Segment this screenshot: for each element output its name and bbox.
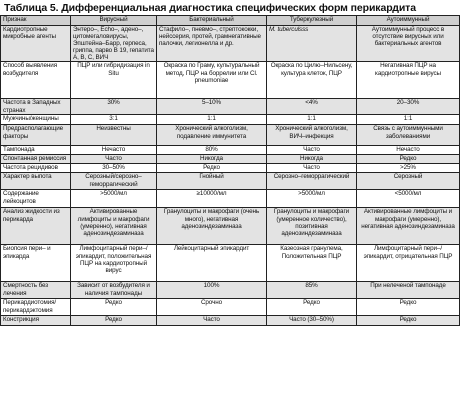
- table-row: [1, 146, 460, 155]
- value-cell: >5000/мл: [267, 190, 357, 208]
- table-row: [1, 99, 460, 115]
- value-cell: 3:1: [71, 115, 157, 125]
- value-cell: Казеозная гранулема, Положительная ПЦР: [267, 245, 357, 282]
- value-cell: 1:1: [157, 115, 267, 125]
- value-cell: Хронический алкоголизм, подавление иммунитета: [157, 125, 267, 146]
- header-row: [1, 16, 460, 26]
- value-cell: <5000/мл: [357, 190, 460, 208]
- table-row: [1, 125, 460, 146]
- value-cell: 1:1: [357, 115, 460, 125]
- value-cell: Часто: [267, 146, 357, 155]
- value-cell: Гранулоциты и макрофаги (умеренное количество), позитивная аденозиндезаминаза: [267, 208, 357, 245]
- column-header: Признак: [1, 16, 71, 26]
- sign-cell: Кардиотропные микробные агенты: [1, 26, 71, 62]
- value-cell: Активированные лимфоциты и макрофаги (умеренно), негативная аденозиндезаминаза: [71, 208, 157, 245]
- value-cell: Часто: [71, 155, 157, 164]
- value-cell: Нечасто: [357, 146, 460, 155]
- value-cell: Окраска по Граму, культуральный метод, ПЦР на боррелии или Cl. pneumoniae: [157, 62, 267, 99]
- value-cell: 100%: [157, 282, 267, 299]
- value-cell: Лимфоцитарный пери–/эпикардит, отрицательная ПЦР: [357, 245, 460, 282]
- value-cell: Стафило–, пневмо–, стрептококки, нейссерия, протей, грамнегативные палочки, легионелла и др.: [157, 26, 267, 62]
- column-header: Аутоиммунный: [357, 16, 460, 26]
- table-row: [1, 208, 460, 245]
- value-cell: Серозный/серозно–геморрагический: [71, 173, 157, 190]
- table-title: Таблица 5. Дифференциальная диагностика специфических форм перикардита: [4, 2, 416, 14]
- table-row: [1, 299, 460, 316]
- value-cell: 80%: [157, 146, 267, 155]
- value-cell: Редко: [357, 316, 460, 326]
- value-cell: Энтеро–, Есhо–, адено–, цитомегаловирусы, Эпштейна–Барр, герпеса, гриппа, парво В 19, гепатита А, В, С, ВИЧ: [71, 26, 157, 62]
- value-cell: <4%: [267, 99, 357, 115]
- column-header: Бактериальный: [157, 16, 267, 26]
- sign-cell: Предрасполагающие факторы: [1, 125, 71, 146]
- value-cell: 30%: [71, 99, 157, 115]
- value-cell: Окраска по Цилю–Нильсену, культура клеток, ПЦР: [267, 62, 357, 99]
- value-cell: Серозно–геморрагический: [267, 173, 357, 190]
- value-cell: Редко: [267, 299, 357, 316]
- value-cell: ≥10000/мл: [157, 190, 267, 208]
- sign-cell: Констрикция: [1, 316, 71, 326]
- sign-cell: Смертность без лечения: [1, 282, 71, 299]
- value-cell: 30–50%: [71, 164, 157, 173]
- column-header: Вирусный: [71, 16, 157, 26]
- value-cell: Гранулоциты и макрофаги (очень много), негативная аденозиндезаминаза: [157, 208, 267, 245]
- value-cell: Неизвестны: [71, 125, 157, 146]
- value-cell: 20–30%: [357, 99, 460, 115]
- value-cell: Гнойный: [157, 173, 267, 190]
- value-cell: Аутоиммунный процесс в отсутствие вирусных или бактериальных агентов: [357, 26, 460, 62]
- column-header: Туберкулезный: [267, 16, 357, 26]
- table-row: [1, 62, 460, 99]
- value-cell: Хронический алкоголизм, ВИЧ–инфекция: [267, 125, 357, 146]
- table-row: [1, 282, 460, 299]
- differential-diagnosis-table: [0, 15, 460, 326]
- table-row: [1, 26, 460, 62]
- value-cell: 5–10%: [157, 99, 267, 115]
- value-cell: Негативная ПЦР на кардиотропные вирусы: [357, 62, 460, 99]
- value-cell: M. tuberculsss: [267, 26, 357, 62]
- sign-cell: Характер выпота: [1, 173, 71, 190]
- value-cell: Лейкоцитарный эпикардит: [157, 245, 267, 282]
- sign-cell: Частота в Западных странах: [1, 99, 71, 115]
- value-cell: Редко: [71, 316, 157, 326]
- value-cell: Лимфоцитарный пери–/эпикардит, положительная ПЦР на кардиотропный вирус: [71, 245, 157, 282]
- value-cell: Редко: [357, 299, 460, 316]
- value-cell: 1:1: [267, 115, 357, 125]
- value-cell: Связь с аутоиммунными заболеваниями: [357, 125, 460, 146]
- value-cell: Активированные лимфоциты и макрофаги (умеренно), негативная аденозиндезаминаза: [357, 208, 460, 245]
- table-row: [1, 173, 460, 190]
- value-cell: ПЦР или гибридизация in Situ: [71, 62, 157, 99]
- table-row: [1, 316, 460, 326]
- sign-cell: Перикардиотомия/перикардэктомия: [1, 299, 71, 316]
- table-row: [1, 245, 460, 282]
- sign-cell: Мужчины/женщины: [1, 115, 71, 125]
- table-row: [1, 190, 460, 208]
- value-cell: Никогда: [267, 155, 357, 164]
- sign-cell: Содержание лейкоцитов: [1, 190, 71, 208]
- value-cell: Редко: [357, 155, 460, 164]
- table-row: [1, 115, 460, 125]
- sign-cell: Частота рецидивов: [1, 164, 71, 173]
- value-cell: 85%: [267, 282, 357, 299]
- sign-cell: Анализ жидкости из перикарда: [1, 208, 71, 245]
- value-cell: Зависит от возбудителя и наличия тампонады: [71, 282, 157, 299]
- value-cell: Часто: [157, 316, 267, 326]
- sign-cell: Тампонада: [1, 146, 71, 155]
- value-cell: Срочно: [157, 299, 267, 316]
- value-cell: >5000/мл: [71, 190, 157, 208]
- value-cell: Часто: [267, 164, 357, 173]
- table-row: [1, 155, 460, 164]
- value-cell: Нечасто: [71, 146, 157, 155]
- value-cell: При нелеченой тампонаде: [357, 282, 460, 299]
- sign-cell: Способ выявления возбудителя: [1, 62, 71, 99]
- sign-cell: Спонтанная ремиссия: [1, 155, 71, 164]
- value-cell: Редко: [157, 164, 267, 173]
- value-cell: Редко: [71, 299, 157, 316]
- sign-cell: Биопсия пери– и эпикарда: [1, 245, 71, 282]
- value-cell: Никогда: [157, 155, 267, 164]
- value-cell: Часто (30–50%): [267, 316, 357, 326]
- table-row: [1, 164, 460, 173]
- value-cell: Серозный: [357, 173, 460, 190]
- value-cell: >25%: [357, 164, 460, 173]
